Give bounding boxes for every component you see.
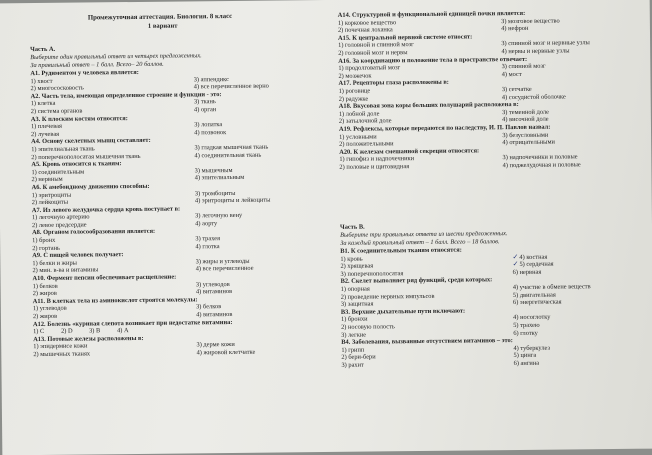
answer-option[interactable]: 1) лобной доле xyxy=(338,110,380,118)
answer-option[interactable]: 2) половые и щитовидная xyxy=(339,163,410,171)
answer-option[interactable]: 4) носоглотку xyxy=(513,313,551,322)
answer-option[interactable]: 1) плечевая xyxy=(30,122,62,131)
answer-options xyxy=(340,252,640,278)
answer-option[interactable]: 3) теменной доле xyxy=(502,108,549,116)
answer-options xyxy=(33,302,333,320)
answer-options xyxy=(338,16,638,34)
answer-option[interactable]: 2) многососковость xyxy=(30,84,84,93)
part-a-questions xyxy=(30,67,333,359)
answer-option[interactable]: 1) белков xyxy=(32,282,58,290)
answer-option[interactable]: 5) цинга xyxy=(513,352,537,360)
answer-option[interactable]: 4) нервы и нервные узлы xyxy=(501,47,570,56)
answer-option[interactable]: 3) углеводов xyxy=(195,280,230,288)
answer-options xyxy=(32,211,332,229)
answer-options xyxy=(31,97,331,115)
answer-option[interactable]: 2) поперечнополосатая мышечная ткань xyxy=(31,152,141,161)
answer-option[interactable]: 2) нервным xyxy=(31,176,63,184)
question-text: В1. К соединительным тканям относятся: xyxy=(340,246,462,255)
handwritten-check-icon: ✓ xyxy=(512,260,519,269)
question-text: А13. Потовые железы расположены в: xyxy=(33,334,144,343)
answer-option[interactable]: 3) гладкая мышечная ткань xyxy=(194,143,269,152)
answer-option[interactable]: 1) головной и спинной мозг xyxy=(338,41,414,50)
answer-options xyxy=(338,39,638,57)
question-text: А11. В клетках тела из аминокислот строятся молекулы: xyxy=(32,296,198,305)
question-text: А19. Рефлексы, которые передаются по наследству, И. П. Павлов назвал: xyxy=(338,123,551,133)
answer-option[interactable]: 2) почечная лоханка xyxy=(337,26,393,35)
answer-option[interactable]: 4) позвонок xyxy=(194,128,227,137)
answer-option[interactable]: 3) лопатка xyxy=(194,121,223,129)
answer-option[interactable]: 4) эпителиальным xyxy=(194,174,245,182)
answer-option[interactable]: 1) хвост xyxy=(30,77,53,85)
answer-options xyxy=(341,313,641,339)
answer-options xyxy=(341,343,641,369)
answer-option[interactable]: 4) мост xyxy=(501,70,522,78)
answer-option[interactable]: 3) белков xyxy=(196,303,222,311)
answer-options xyxy=(32,257,332,275)
question-text: А7. Из левого желудочка сердца кровь поступает в: xyxy=(31,205,181,214)
answer-option[interactable]: ✓5) сердечная xyxy=(512,260,554,269)
answer-option[interactable]: 1) соединительным xyxy=(31,168,85,176)
answer-option[interactable]: 2) хрящевая xyxy=(340,262,374,271)
answer-options xyxy=(30,75,330,93)
answer-option[interactable]: 1) гипофиз и надпочечники xyxy=(339,155,415,164)
answer-option[interactable]: 2) бери-бери xyxy=(341,353,376,362)
answer-option[interactable]: 1) клетка xyxy=(30,100,56,108)
question-text: А12. Болезнь «куриная слепота возникает при недостатке витамина: xyxy=(32,318,233,328)
question-text: В3. Верхние дыхательные пути включают: xyxy=(340,307,466,316)
answer-option[interactable]: 1) продолговатый мозг xyxy=(338,64,401,73)
question-text: А10. Фермент пепсин обеспечивает расщепление: xyxy=(32,273,177,283)
answer-option[interactable]: 2) лучевая xyxy=(30,130,60,138)
answer-option[interactable]: 3) жиры и углеводы xyxy=(195,257,250,266)
answer-option[interactable]: 6) энергетическая xyxy=(512,298,562,307)
answer-option[interactable]: 2) D xyxy=(61,327,73,335)
answer-option[interactable]: 4) соединительная ткань xyxy=(194,151,262,159)
page-title: Промежуточная аттестация. Биология. 8 класс xyxy=(87,12,233,22)
answer-options xyxy=(338,62,638,80)
answer-option[interactable]: 4) аорту xyxy=(195,220,218,228)
answer-option[interactable]: 6) нервная xyxy=(512,268,542,276)
answer-option[interactable]: 4) все перечисленное xyxy=(195,265,254,273)
answer-options xyxy=(31,143,331,161)
answer-option[interactable]: 2) гортань xyxy=(32,244,60,252)
question-text: А1. Рудиментом у человека является: xyxy=(30,68,139,78)
answer-option[interactable]: 2) мозжечок xyxy=(338,72,372,80)
variant-label: 1 вариант xyxy=(147,22,178,30)
answer-option[interactable]: 1) роговице xyxy=(338,87,371,95)
part-b-instruction-1: Выберите три правильных ответа из шести предложенных. xyxy=(340,230,508,239)
answer-option[interactable]: 1) углеводов xyxy=(32,305,67,313)
answer-option[interactable]: 4) жировой клетчатке xyxy=(196,348,256,357)
question-text: А4. Основу скелетных мышц составляет: xyxy=(31,137,151,146)
answer-option[interactable]: 6) глотку xyxy=(513,329,538,337)
answer-option[interactable]: 3) сетчатке xyxy=(501,85,532,94)
answer-options xyxy=(32,234,332,252)
question-text: А6. К амебоидному движению способны: xyxy=(31,182,150,191)
answer-option[interactable]: 3) тромбоциты xyxy=(194,189,236,197)
answer-option[interactable]: 3) трахея xyxy=(195,235,221,243)
part-a-title: Часть А. xyxy=(30,45,56,54)
answer-option[interactable]: 4) участие в обмене веществ xyxy=(512,283,591,292)
answer-options xyxy=(339,153,639,171)
answer-option[interactable]: 1) легочную артерию xyxy=(31,213,90,222)
part-a-instruction-2: За правильный ответ – 1 балл. Всего– 20 баллов. xyxy=(30,60,164,70)
answer-option[interactable]: 1) бронх xyxy=(32,236,56,245)
answer-option[interactable]: 3) безусловными xyxy=(502,131,549,139)
answer-option[interactable]: 1) эпидермисе кожи xyxy=(33,342,88,351)
question-text: А20. К железам смешанной секреции относятся: xyxy=(339,147,480,156)
answer-options xyxy=(31,120,331,138)
question-text: В2. Скелет выполняет ряд функций, среди которых: xyxy=(340,276,493,286)
answer-option[interactable]: 3) поперечнополосатая xyxy=(340,269,404,278)
answer-option[interactable]: 2) лейкоциты xyxy=(31,198,69,207)
answer-option[interactable]: 1) условными xyxy=(339,132,377,141)
answer-options xyxy=(339,130,639,148)
instruction-text: Выберите один правильный ответ из четырех предложенных. xyxy=(30,52,202,62)
answer-options xyxy=(339,85,639,103)
answer-option[interactable]: 2) затылочной доле xyxy=(338,117,392,126)
answer-option[interactable]: 4) орган xyxy=(193,106,217,114)
question-text: А2. Часть тела, имеющая определенное строение и функции - это: xyxy=(30,90,222,100)
answer-option[interactable]: 3) надпочечники и половые xyxy=(502,153,578,162)
question-text: В4. Заболевания, вызванные отсутствием витаминов – это: xyxy=(341,337,513,346)
part-b-questions xyxy=(340,245,641,370)
answer-option[interactable]: 4) витаминов xyxy=(195,288,233,296)
answer-options xyxy=(33,340,333,358)
question-text: А9. С пищей человек получает: xyxy=(32,251,124,260)
answer-option[interactable]: 2) жиров xyxy=(32,290,57,298)
answer-option[interactable]: ✓4) костная xyxy=(512,252,548,261)
answer-option[interactable]: 2) проведение нервных импульсов xyxy=(340,292,435,301)
answer-option[interactable]: 6) ангина xyxy=(513,359,540,367)
answer-option[interactable]: 1) белки и жиры xyxy=(32,259,78,267)
answer-option[interactable]: 3) В xyxy=(89,327,101,335)
answer-option[interactable]: 1) опорная xyxy=(340,285,370,293)
answer-option[interactable]: 3) ткань xyxy=(193,98,216,106)
answer-option[interactable]: 1) грипп xyxy=(341,346,365,354)
answer-option[interactable]: 2) положительными xyxy=(339,140,394,148)
answer-option[interactable]: 2) система органов xyxy=(30,107,83,116)
question-text: А8. Органом голосообразования является: xyxy=(32,228,156,237)
answer-option[interactable]: 4) все перечисленное верно xyxy=(193,82,269,91)
handwritten-check-icon: ✓ xyxy=(512,252,519,261)
answer-option[interactable]: 3) спинной мозг и нервные узлы xyxy=(501,39,590,48)
question-text: А3. К плоским костям относятся: xyxy=(30,114,128,123)
answer-option[interactable]: 5) двигательная xyxy=(512,291,556,299)
answer-option[interactable]: 3) дерме кожи xyxy=(196,341,235,349)
answer-options xyxy=(32,188,332,206)
answer-option[interactable]: 1) эпителиальная ткань xyxy=(31,145,95,154)
answer-option[interactable]: 3) защитная xyxy=(340,300,374,309)
answer-option[interactable]: 3) мозговое вещество xyxy=(501,17,560,25)
question-text: А18. Вкусовая зона коры больших полушарий расположена в: xyxy=(338,101,519,110)
answer-option[interactable]: 4) туберкулез xyxy=(513,344,550,352)
part-b-title: Часть В. xyxy=(339,223,365,231)
left-column xyxy=(28,0,333,359)
answer-option[interactable]: 4) отрицательными xyxy=(502,138,555,147)
answer-option[interactable]: 1) С xyxy=(33,328,45,336)
question-text: А17. Рецепторы глаза расположены в: xyxy=(338,79,449,88)
answer-option[interactable]: 1) корковое вещество xyxy=(337,18,397,27)
answer-option[interactable]: 3) спинной мозг xyxy=(501,62,546,71)
answer-option[interactable]: 5) трахею xyxy=(513,321,540,329)
answer-option[interactable]: 4) эритроциты и лейкоциты xyxy=(194,196,271,205)
answer-option[interactable]: 2) радужке xyxy=(338,95,369,103)
answer-options xyxy=(341,283,641,309)
question-text: А15. К центральной нервной системе относят: xyxy=(337,33,473,42)
answer-option[interactable]: 4) А xyxy=(117,327,129,335)
question-text: А16. За координацию и положение тела в пространстве отвечает: xyxy=(338,55,528,65)
answer-options xyxy=(339,107,639,125)
answer-option[interactable]: 2) носовую полость xyxy=(341,323,395,331)
answer-option[interactable]: 1) кровь xyxy=(340,255,363,263)
answer-option[interactable]: 2) головной мозг и нервы xyxy=(338,49,408,57)
answer-option[interactable]: 4) поджелудочная и половые xyxy=(502,161,581,170)
answer-option[interactable]: 2) мышечных тканях xyxy=(33,350,91,359)
answer-options xyxy=(31,166,331,184)
answer-option[interactable]: 3) аппендикс xyxy=(193,75,229,83)
answer-options xyxy=(33,280,333,298)
answer-option[interactable]: 3) легкие xyxy=(341,331,367,339)
answer-option[interactable]: 2) левое предсердие xyxy=(31,221,87,229)
answer-option[interactable]: 2) жиров xyxy=(32,312,58,321)
part-b-instruction-2: За каждый правильный ответ – 1 балл. Всего – 18 баллов. xyxy=(340,238,500,247)
answer-option[interactable]: 4) витаминов xyxy=(196,310,233,319)
answer-option[interactable]: 3) мышечным xyxy=(194,166,233,175)
part-a-questions-continued xyxy=(338,9,640,172)
answer-option[interactable]: 4) височной доле xyxy=(502,115,549,124)
answer-option[interactable]: 1) эритроциты xyxy=(31,191,72,199)
answer-option[interactable]: 4) сосудистой оболочке xyxy=(501,93,566,101)
answer-option[interactable]: 3) рахит xyxy=(341,361,364,369)
answer-option[interactable]: 2) мин. в-ва и витамины xyxy=(32,266,99,275)
question-text: А5. Кровь относится к тканям: xyxy=(31,160,122,169)
answer-option[interactable]: 4) нефрон xyxy=(501,25,529,33)
answer-option[interactable]: 3) легочную вену xyxy=(195,212,243,220)
answer-option[interactable]: 4) глотка xyxy=(195,242,220,251)
question-text: А14. Структурной и функциональной единицей почки является: xyxy=(337,9,526,19)
answer-option[interactable]: 1) бронхи xyxy=(340,315,368,324)
